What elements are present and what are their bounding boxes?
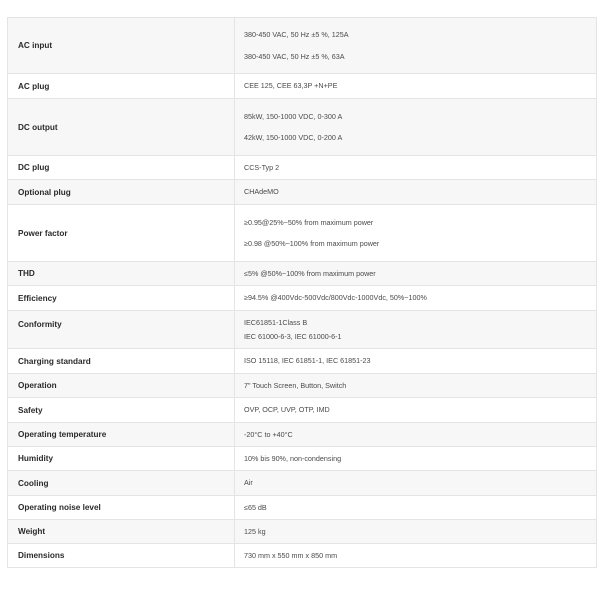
spec-value	[235, 156, 597, 180]
spec-row-dc-output	[8, 99, 597, 156]
spec-value-line: 380-450 VAC, 50 Hz ±5 %, 125A	[244, 30, 349, 40]
spec-row-humidity	[8, 447, 597, 471]
spec-value-line: OVP, OCP, UVP, OTP, IMD	[244, 405, 330, 415]
spec-value	[235, 262, 597, 286]
spec-value	[235, 447, 597, 471]
spec-label: Charging standard	[8, 349, 235, 374]
spec-value-line: 7" Touch Screen, Button, Switch	[244, 380, 347, 390]
spec-value	[235, 349, 597, 374]
spec-value-line: ≤65 dB	[244, 502, 267, 512]
spec-label: AC input	[8, 18, 235, 74]
spec-label: Conformity	[8, 311, 235, 349]
spec-value-line: CEE 125, CEE 63,3P +N+PE	[244, 81, 338, 91]
spec-label: Operating temperature	[8, 423, 235, 447]
spec-value	[235, 374, 597, 398]
spec-row-power-factor	[8, 205, 597, 262]
spec-value-line: CHAdeMO	[244, 187, 279, 197]
spec-row-charging-standard	[8, 349, 597, 374]
spec-value	[235, 205, 597, 262]
spec-value-line: 730 mm x 550 mm x 850 mm	[244, 550, 338, 560]
spec-row-efficiency	[8, 286, 597, 311]
spec-value-line: ≥94.5% @400Vdc-500Vdc/800Vdc-1000Vdc, 50%~100%	[244, 293, 427, 303]
spec-value-line: IEC61851-1Class B	[244, 318, 308, 328]
spec-value	[235, 398, 597, 423]
spec-row-optional-plug	[8, 180, 597, 205]
spec-value-line: ≥0.98 @50%~100% from maximum power	[244, 239, 380, 248]
spec-label: Operation	[8, 374, 235, 398]
spec-row-dimensions	[8, 544, 597, 568]
spec-value-line: 42kW, 150-1000 VDC, 0-200 A	[244, 133, 343, 142]
spec-value-line: ≤5% @50%~100% from maximum power	[244, 268, 376, 278]
spec-value-line: IEC 61000-6-3, IEC 61000-6-1	[244, 331, 342, 341]
spec-row-conformity	[8, 311, 597, 349]
spec-value-line: -20°C to +40°C	[244, 429, 293, 439]
spec-value-line: 10% bis 90%, non-condensing	[244, 453, 342, 463]
spec-value-line: ISO 15118, IEC 61851-1, IEC 61851-23	[244, 356, 371, 366]
spec-value-line: ≥0.95@25%~50% from maximum power	[244, 217, 374, 227]
specifications-table	[7, 17, 597, 568]
spec-value	[235, 286, 597, 311]
spec-row-ac-input	[8, 18, 597, 74]
spec-row-ac-plug	[8, 74, 597, 99]
spec-value	[235, 544, 597, 568]
spec-value	[235, 99, 597, 156]
spec-row-cooling	[8, 471, 597, 496]
spec-value-line: 380-450 VAC, 50 Hz ±5 %, 63A	[244, 51, 345, 61]
spec-value-line: 125 kg	[244, 526, 266, 536]
spec-label: Efficiency	[8, 286, 235, 311]
spec-value-line: CCS-Typ 2	[244, 162, 280, 172]
spec-value	[235, 496, 597, 520]
spec-label: DC output	[8, 99, 235, 156]
spec-value	[235, 18, 597, 74]
spec-value	[235, 74, 597, 99]
spec-value	[235, 471, 597, 496]
spec-value-line: Air	[244, 478, 253, 488]
spec-row-operating-noise-level	[8, 496, 597, 520]
spec-row-operation	[8, 374, 597, 398]
spec-label: Weight	[8, 520, 235, 544]
spec-label: Operating noise level	[8, 496, 235, 520]
spec-row-dc-plug	[8, 156, 597, 180]
spec-value-line: 85kW, 150-1000 VDC, 0-300 A	[244, 111, 343, 121]
spec-row-operating-temperature	[8, 423, 597, 447]
spec-value	[235, 311, 597, 349]
spec-value	[235, 520, 597, 544]
spec-label: AC plug	[8, 74, 235, 99]
spec-value	[235, 423, 597, 447]
spec-value	[235, 180, 597, 205]
spec-label: Power factor	[8, 205, 235, 262]
spec-label: Humidity	[8, 447, 235, 471]
spec-label: Cooling	[8, 471, 235, 496]
spec-row-weight	[8, 520, 597, 544]
spec-label: THD	[8, 262, 235, 286]
spec-label: Dimensions	[8, 544, 235, 568]
spec-row-thd	[8, 262, 597, 286]
spec-label: Optional plug	[8, 180, 235, 205]
spec-label: Safety	[8, 398, 235, 423]
spec-row-safety	[8, 398, 597, 423]
spec-label: DC plug	[8, 156, 235, 180]
